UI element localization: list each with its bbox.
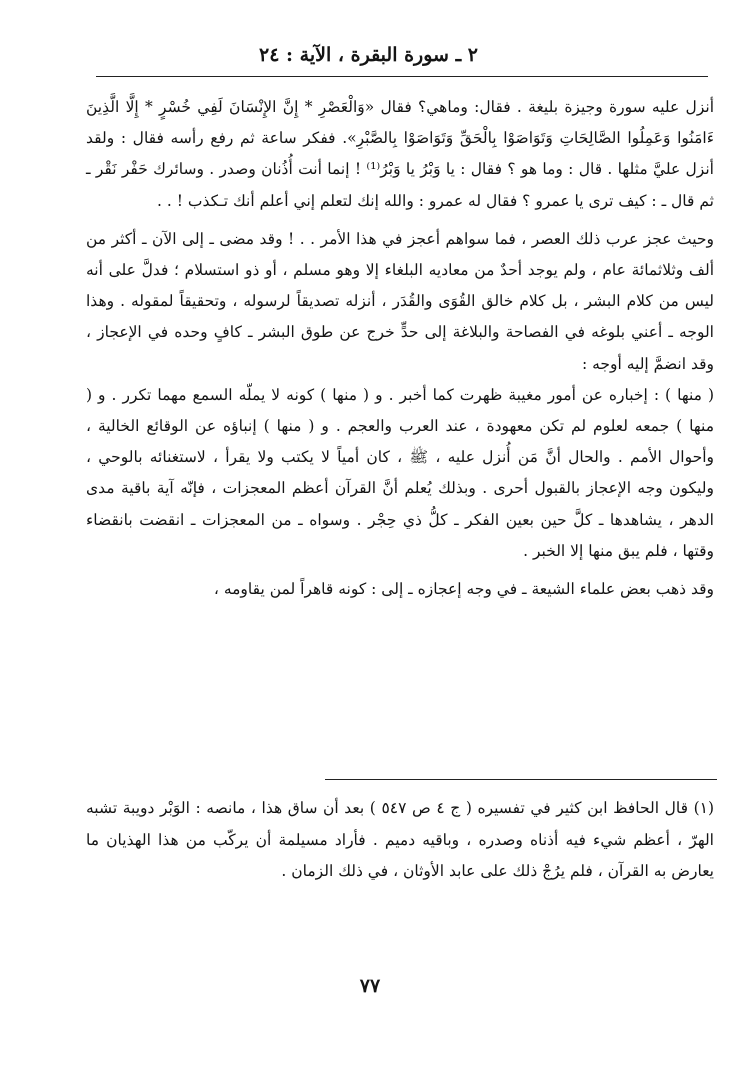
paragraph-1: أنزل عليه سورة وجيزة بليغة . فقال: وماهي؟ فقال «وَالْعَصْرِ * إِنَّ الإِنْسَانَ لَفِي خُسْرٍ * إِلَّا الَّذِينَ ءَامَنُوا وَعَمِلُوا الصَّالِحَاتِ وَتَوَاصَوْا بِالْحَقِّ وَتَوَاصَوْا بِالصَّبْرِ». ففكر ساعة ثم رفع رأسه فقال : ولقد أنزل عليَّ مثلها . قال : وما هو ؟ فقال : يا وَبْرُ يا وَبْرُ⁽¹⁾ ! إنما أنت أُذُنان وصدر . وسائرك حَفْر نَقْر ـ ثم قال ـ : كيف ترى يا عمرو ؟ فقال له عمرو : والله إنك لتعلم إني أعلم أنك تـكذب ! . .: [86, 98, 714, 210]
page-number: ٧٧: [359, 975, 381, 997]
paragraph-3: ( منها ) : إخباره عن أمور مغيبة ظهرت كما أخبر . و ( منها ) كونه لا يملّه السمع مهما تكرر . و ( منها ) جمعه لعلوم لم تكن معهودة ، عند العرب والعجم . و ( منها ) إنباؤه عن الوقائع الخالية ، وأحوال الأمم . والحال أنَّ مَن أُنزل عليه ، ﷺ ، كان أمياً لا يكتب ولا يقرأ ، لاستغنائه بالوحي ، وليكون وجه الإعجاز بالقبول أحرى . وبذلك يُعلم أنَّ القرآن أعظم المعجزات ، فإنّه آية باقية مدى الدهر ، يشاهدها ـ كلَّ حين بعين الفكر ـ كلُّ ذي حِجْر . وسواه ـ من المعجزات ـ انقضت بانقضاء وقتها ، فلم يبق منها إلا الخبر .: [86, 385, 714, 560]
footnote-rule: [325, 779, 717, 780]
paragraph-2: وحيث عجز عرب ذلك العصر ، فما سواهم أعجز في هذا الأمر . . ! وقد مضى ـ إلى الآن ـ أكثر من ألف وثلاثمائة عام ، ولم يوجد أحدٌ من معاديه البلغاء إلا وهو مسلم ، أو ذو استسلام ؛ فدلَّ على أنه ليس من كلام البشر ، بل كلام خالق القُوَى والقُدَر ، أنزله تصديقاً لرسوله ، وتحقيقاً لمقوله . وهذا الوجه ـ أعني بلوغه في الفصاحة والبلاغة إلى حدٍّ خرج عن طوق البشر ـ كافٍ وحده في الإعجاز ، وقد انضمَّ إليه أوجه :: [86, 229, 714, 373]
paragraph-gap: [86, 567, 714, 574]
paragraph-gap: [86, 217, 714, 224]
header-rule: [96, 76, 708, 77]
running-head: ٢ ـ سورة البقرة ، الآية : ٢٤: [259, 44, 478, 66]
footnote: (١) قال الحافظ ابن كثير في تفسيره ( ج ٤ ص ٥٤٧ ) بعد أن ساق هذا ، مانصه : الوَبْر دويبة تشبه الهرّ ، أعظم شيء فيه أذناه وصدره ، وباقيه دميم . فأراد مسيلمة أن يركّب من هذا الهذيان ما يعارض به القرآن ، فلم يرُجْ ذلك على عابد الأوثان ، في ذلك الزمان .: [86, 799, 715, 880]
paragraph-4: وقد ذهب بعض علماء الشيعة ـ في وجه إعجازه ـ إلى : كونه قاهراً لمن يقاومه ،: [213, 580, 714, 599]
main-text: [86, 92, 714, 605]
